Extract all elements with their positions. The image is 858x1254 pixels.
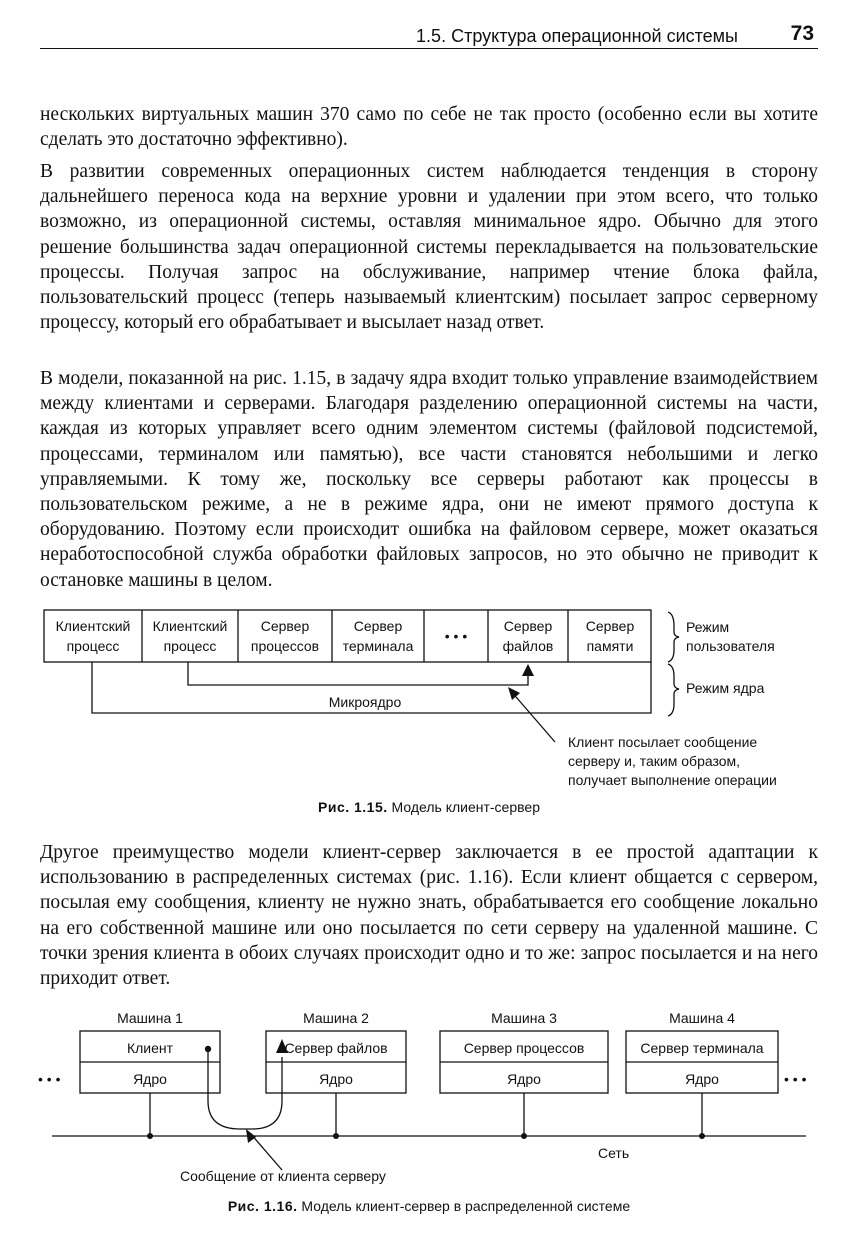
user-mode-brace [668,612,679,662]
client-origin-dot [205,1046,211,1052]
network-node-1 [147,1133,153,1139]
figure-1-15-caption-text: Модель клиент-сервер [391,799,540,815]
ellipsis-left: • • • [38,1071,61,1087]
machine-1-top: Клиент [126,1040,174,1056]
header-title: 1.5. Структура операционной системы [416,26,738,46]
machine-2-title: Машина 2 [303,1010,369,1026]
network-node-4 [699,1133,705,1139]
network-node-2 [333,1133,339,1139]
network-node-3 [521,1133,527,1139]
machine-3-top: Сервер процессов [463,1040,585,1056]
arrow-head-up [522,664,534,676]
machine-2-bottom: Ядро [319,1071,353,1087]
kernel-mode-brace [668,664,679,716]
page-number: 73 [790,22,814,45]
running-header [40,20,818,49]
machine-1-title: Машина 1 [117,1010,183,1026]
machine-4-top: Сервер терминала [640,1040,764,1056]
figure-1-16-caption-label: Рис. 1.16. [227,1198,298,1214]
box-label-file-server-line-2: файлов [502,638,554,654]
box-label-terminal-server-line-1: Сервер [353,618,403,634]
network-label: Сеть [598,1145,630,1161]
message-label: Сообщение от клиента серверу [180,1168,386,1184]
user-mode-label-line-1: Режим [686,619,730,635]
pointer-arrow-head [246,1129,256,1143]
figure-1-16 [0,1005,858,1190]
client-server-path [188,662,528,685]
figure-1-15-caption [0,799,858,815]
kernel-mode-label: Режим ядра [686,680,765,696]
message-path [208,1049,282,1129]
box-label-ellipsis: • • • [444,628,468,644]
box-label-terminal-server-line-2: терминала [342,638,414,654]
machine-4-bottom: Ядро [685,1071,719,1087]
paragraph-3: В модели, показанной на рис. 1.15, в задачу ядра входит только управление взаимодействием между клиентами и серверами. Благодаря разделению операционной системы на части, каждая из которых управляет всего одним элементом системы (файловой подсистемой, процессами, терминалом или памятью), все части становятся небольшими и легко управляемыми. К тому же, поскольку все серверы работают как процессы в пользовательском режиме, а не в режиме ядра, они не имеют прямого доступа к оборудованию. Поэтому если происходит ошибка на файловом сервере, может оказаться неработоспособной служба обработки файловых запросов, но это обычно не приводит к остановке машины в целом. [40,368,818,591]
paragraph-4: Другое преимущество модели клиент-сервер заключается в ее простой адаптации к использованию в распределенных системах (рис. 1.16). Если клиент общается с сервером, посылая ему сообщения, клиенту не нужно знать, обрабатывается его сообщение локально на его собственной машине или оно посылается по сети серверу на удаленной машине. С точки зрения клиента в обоих случаях происходит одно и то же: запрос посылается и на него приходит ответ. [40,842,818,990]
message-pointer [250,1133,282,1170]
box-label-memory-server-line-1: Сервер [585,618,635,634]
box-label-file-server-line-1: Сервер [503,618,553,634]
box-label-client-2-line-1: Клиентский [152,618,228,634]
box-label-memory-server-line-2: памяти [586,638,634,654]
user-mode-label-line-2: пользователя [686,638,775,654]
microkernel-label: Микроядро [328,694,402,710]
note-line-3: получает выполнение операции [568,772,777,788]
box-label-client-1-line-1: Клиентский [55,618,131,634]
note-line-2: серверу и, таким образом, [568,753,741,769]
box-label-process-server-line-1: Сервер [260,618,310,634]
machine-3-title: Машина 3 [491,1010,557,1026]
ellipsis-right: • • • [784,1071,807,1087]
note-line-1: Клиент посылает сообщение [568,734,758,750]
figure-1-15 [0,600,858,800]
box-label-client-1-line-2: процесс [66,638,120,654]
machine-1-bottom: Ядро [133,1071,167,1087]
machine-3-bottom: Ядро [507,1071,541,1087]
user-mode-box-row [44,610,651,662]
figure-1-16-caption-text: Модель клиент-сервер в распределенной системе [301,1198,631,1214]
figure-1-15-caption-label: Рис. 1.15. [318,799,388,815]
note-arrow-head [508,687,520,700]
box-label-process-server-line-2: процессов [250,638,320,654]
box-label-client-2-line-2: процесс [163,638,217,654]
machine-2-top: Сервер файлов [284,1040,388,1056]
paragraph-1: нескольких виртуальных машин 370 само по себе не так просто (особенно если вы хотите сделать это достаточно эффективно). [40,104,818,151]
paragraph-2: В развитии современных операционных систем наблюдается тенденция в сторону дальнейшего переноса кода на верхние уровни и удалении при этом всего, что только возможно, из операционной системы, оставляя минимальное ядро. Обычно для этого решение большинства задач операционной системы перекладывается на пользовательские процессы. Получая запрос на обслуживание, например чтение блока файла, пользовательский процесс (теперь называемый клиентским) посылает запрос серверному процессу, который его обрабатывает и высылает назад ответ. [40,161,818,334]
machine-4-title: Машина 4 [669,1010,735,1026]
note-pointer [510,690,555,742]
figure-1-16-caption [0,1198,858,1214]
